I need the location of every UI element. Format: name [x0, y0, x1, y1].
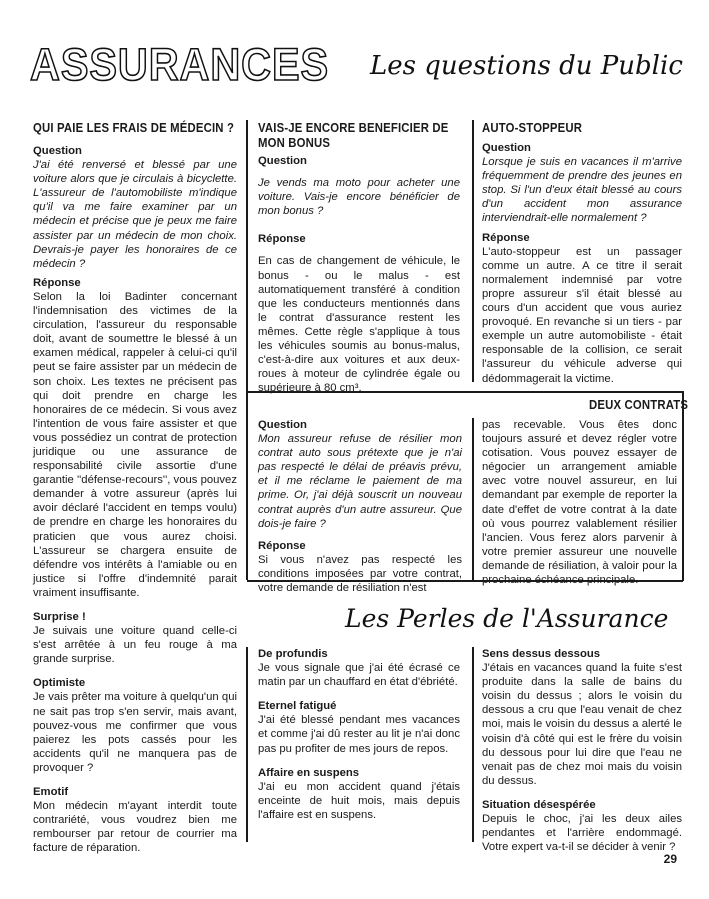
- perles-left-column: [33, 610, 237, 856]
- masthead-subtitle: Les questions du Public: [370, 51, 683, 81]
- article-title: QUI PAIE LES FRAIS DE MÉDECIN ?: [33, 120, 235, 135]
- question-label: Question: [258, 419, 307, 431]
- perle-heading: De profundis: [258, 648, 328, 660]
- perle-text: Je suivais une voiture quand celle-ci s'est arrêtée à un feu rouge à ma grande surprise.: [33, 625, 237, 666]
- perle-text: Je vais prêter ma voiture à quelqu'un qui ne sait pas trop s'en servir, mais avant, pouvez-vous me confirmer que vous paierez les pots cassés pour les accidents qu'il ne manquera pas de provoquer ?: [33, 691, 237, 774]
- perle-heading: Affaire en suspens: [258, 766, 360, 779]
- perles-right-column: [482, 647, 682, 854]
- question-text: Lorsque je suis en vacances il m'arrive fréquemment de prendre des jeunes en stop. Si l'un d'eux était blessé au cours d'un accident mon assurance interviendrait-elle normalement ?: [482, 156, 682, 225]
- question-text: J'ai été renversé et blessé par une voiture alors que je circulais à bicyclette. L'assureur de l'automobiliste m'indique qu'il va me faire examiner par un médecin et précise que je peux me faire assister par un médecin de mon choix. Devrais-je payer les honoraires de ce médecin ?: [33, 159, 237, 270]
- perles-middle-column: [258, 647, 460, 822]
- article-medecin: [33, 120, 237, 600]
- column-divider: [472, 418, 474, 580]
- perles-title: Les Perles de l'Assurance: [345, 604, 669, 633]
- perle-text: Je vous signale que j'ai été écrasé ce matin par un chauffard en état d'ébriété.: [258, 662, 460, 689]
- answer-text: L'auto-stoppeur est un passager comme un autre. A ce titre il serait normalement indemnisé par votre propre assureur s'il était blessé au cours d'un accident que vous auriez provoqué. En revanche si un tiers - par exemple un autre automobiliste - était responsable de la collision, ce serait l'assureur du véhicule adverse qui dédommagerait la victime.: [482, 245, 682, 385]
- answer-label: Réponse: [258, 539, 306, 552]
- perle-text: Depuis le choc, j'ai les deux ailes pendantes et l'arrière endommagé. Votre expert va-t-il se décider à venir ?: [482, 813, 682, 854]
- article-autostoppeur: [482, 120, 682, 386]
- perle-heading: Eternel fatigué: [258, 700, 337, 713]
- column-divider: [246, 647, 248, 842]
- question-text: Je vends ma moto pour acheter une voiture. Vais-je encore bénéficier de mon bonus ?: [258, 177, 460, 218]
- column-divider: [472, 647, 474, 842]
- article-title: VAIS-JE ENCORE BENEFICIER DE MON BONUS: [258, 120, 449, 150]
- perle-heading: Optimiste: [33, 677, 86, 690]
- perle-heading: Sens dessus dessous: [482, 648, 601, 660]
- column-divider: [472, 120, 474, 382]
- answer-label: Réponse: [482, 231, 530, 244]
- article-bonus: [258, 120, 460, 395]
- page-number: 29: [663, 852, 677, 866]
- question-text: Mon assureur refuse de résilier mon contrat auto sous prétexte que je n'ai pas respecté le délai de préavis prévu, et il me réclame le paiement de ma prime. Or, j'ai déjà souscrit un nouveau contrat auprès d'un autre assureur. Que dois-je faire ?: [258, 433, 462, 530]
- article-title: DEUX CONTRATS: [589, 397, 689, 412]
- question-label: Question: [33, 145, 82, 157]
- perle-text: J'ai été blessé pendant mes vacances et comme j'ai dû rester au lit je n'ai donc pas pu profiter de mes jours de repos.: [258, 714, 460, 755]
- article-title: AUTO-STOPPEUR: [482, 120, 583, 135]
- perle-text: J'étais en vacances quand la fuite s'est produite dans la salle de bains du voisin du dessus ; alors le voisin du dessous a cru que l'eau venait de chez moi, mais le voisin du dessus a alerté le voisin d'à côté qui est le frère du voisin du dessous pour lui dire que l'eau ne venait pas de chez moi mais du voisin du dessus.: [482, 662, 682, 787]
- column-divider: [682, 391, 684, 581]
- article-deux-contrats-right: [482, 418, 677, 587]
- answer-text: En cas de changement de véhicule, le bonus - ou le malus - est automatiquement transféré à condition que les conducteurs mentionnés dans le contrat d'assurance restent les mêmes. Cette règle s'applique à tous les véhicules soumis au bonus-malus, c'est-à-dire aux voitures et aux deux-roues à moteur de cylindrée égale ou supérieure à 80 cm³.: [258, 255, 460, 395]
- question-label: Question: [482, 142, 531, 154]
- masthead-title: ASSURANCES: [30, 39, 330, 90]
- answer-text: Selon la loi Badinter concernant l'indemnisation des victimes de la circulation, l'assureur du responsable doit, avant de soumettre le blessé à un examen médical, rappeler à celui-ci qu'il peut se faire assister par un médecin de son choix. Les textes ne précisent pas qui doit prendre en charge les honoraires de ce médecin. Si vous avez l'intention de vous faire assister et que vous possédiez un contrat de protection juridique ou une assurance de responsabilité civile assortie d'une garantie ''défense-recours'', vous pouvez demander à votre assureur (après lui avoir déclaré l'accident en temps voulu) de prendre en charge les honoraires du praticien que vous aurez choisi. L'assureur se chargera ensuite de défendre vos intérêts à l'amiable ou en justice si l'offre d'indemnité parait vraiment insuffisante.: [33, 290, 237, 599]
- column-divider: [246, 120, 248, 580]
- answer-label: Réponse: [258, 233, 306, 246]
- perle-heading: Emotif: [33, 786, 69, 799]
- question-label: Question: [258, 155, 307, 167]
- perle-text: Mon médecin m'ayant interdit toute contrariété, vous voudrez bien me rembourser par retour de courrier ma facture de réparation.: [33, 800, 237, 855]
- answer-text: Si vous n'avez pas respecté les conditions imposées par votre contrat, votre demande de résiliation n'est: [258, 553, 462, 595]
- perle-heading: Surprise !: [33, 611, 86, 623]
- answer-label: Réponse: [33, 276, 81, 289]
- perle-heading: Situation désespérée: [482, 798, 596, 811]
- article-deux-contrats-left: [258, 418, 462, 595]
- perle-text: J'ai eu mon accident quand j'étais enceinte de huit mois, mais depuis l'affaire est en suspens.: [258, 780, 460, 821]
- answer-text-continued: pas recevable. Vous êtes donc toujours assuré et devez régler votre cotisation. Vous pouvez essayer de négocier un arrangement amiable avec votre nouvel assureur, en lui demandant par exemple de reporter la date d'effet de votre contrat à la date où vous pourrez valablement résilier l'ancien. Vous ferez alors parvenir à votre premier assureur une nouvelle demande de résiliation, à valoir pour la prochaine échéance principale.: [482, 419, 677, 587]
